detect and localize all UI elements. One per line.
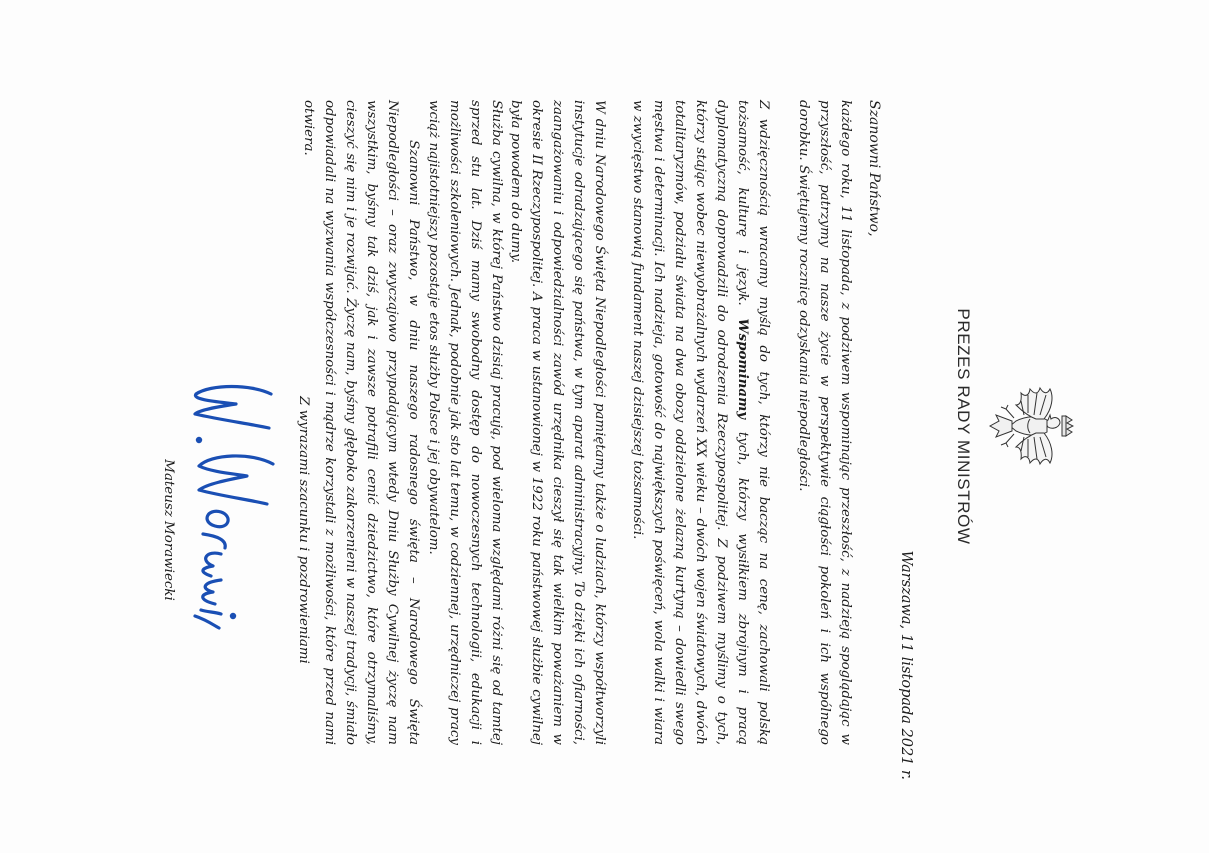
paragraph-2-text: [627, 100, 774, 745]
office-title: PREZES RADY MINISTRÓW: [954, 308, 973, 545]
paragraph-1: [793, 100, 856, 745]
white-eagle-emblem-icon: [984, 385, 1074, 467]
paragraph-3: [505, 100, 610, 745]
paragraph-5: [298, 100, 424, 745]
paragraph-2-bold: Wspominamy: [735, 318, 751, 420]
paragraph-4: [423, 100, 507, 745]
salutation: Szanowni Państwo,: [866, 100, 882, 237]
paragraph-5-text: Szanowni Państwo, w dniu naszego radosnego święta – Narodowego Święta Niepodległości – oraz zwyczajowo przypadającym wtedy Dniu Służby Cywilnej życzę nam wszystkim, byśmy tak dziś, jak i zawsze potrafili cenić dziedzictwo, które otrzymaliśmy, cieszyć się nim i je rozwijać. Życzę nam, byśmy głęboko zakorzenieni w naszej tradycji, śmiało odpowiadali na wyzwania współczesności i mądrze korzystali z możliwości, które przed nami otwiera.: [301, 100, 421, 745]
paragraph-2: [627, 100, 774, 745]
place-and-date: Warszawa, 11 listopada 2021 r.: [898, 550, 914, 780]
paragraph-2-before: Z wdzięcznością wracamy myślą do tych, którzy nie bacząc na cenę, zachowali polską tożsamość, kulturę i język.: [735, 100, 771, 745]
signer-name: Mateusz Morawiecki: [161, 459, 176, 601]
paragraph-2-after: tych, którzy wysiłkiem zbrojnym i pracą dyplomatyczną doprowadzili do odrodzenia Rzeczypospolitej. Z podziwem myślimy o tych, którzy stając wobec niewyobrażalnych wydarzeń XX wieku – dwóch wojen światowych, dwóch totalitaryzmów, podziału świata na dwa obozy oddzielone żelazną kurtyną – dowiedli swego męstwa i determinacji. Ich nadzieja, gotowość do największych poświęceń, wola walki i wiara w zwycięstwo stanowią fundament naszej dzisiejszej tożsamości.: [630, 100, 750, 745]
handwritten-signature-icon: [181, 380, 291, 630]
closing-line: Z wyrazami szacunku i pozdrowieniami: [296, 396, 311, 664]
paragraph-1-text: każdego roku, 11 listopada, z podziwem wspominając przeszłość, z nadzieją spoglądając w przyszłość, patrzymy na nasze życie w perspektywie ciągłości pokoleń i ich wspólnego dorobku. Świętujemy rocznicę odzyskania niepodległości.: [796, 100, 853, 745]
paragraph-3-text: W dniu Narodowego Święta Niepodległości pamiętamy także o ludziach, którzy współtworzyli instytucje odradzającego się państwa, w tym aparat administracyjny. To dzięki ich ofiarności, zaangażowaniu i odpowiedzialności zawód urzędnika cieszył się tak wielkim poważaniem w okresie II Rzeczypospolitej. A praca w ustanowionej w 1922 roku państwowej służbie cywilnej była powodem do dumy.: [508, 100, 607, 745]
paragraph-4-text: Służba cywilna, w której Państwo dzisiaj pracują, pod wieloma względami różni się od tamtej sprzed stu lat. Dziś mamy swobodny dostęp do nowoczesnych technologii, edukacji i możliwości szkoleniowych. Jednak, podobnie jak sto lat temu, w codziennej, urzędniczej pracy wciąż najistotniejszy pozostaje etos służby Polsce i jej obywatelom.: [426, 100, 504, 745]
